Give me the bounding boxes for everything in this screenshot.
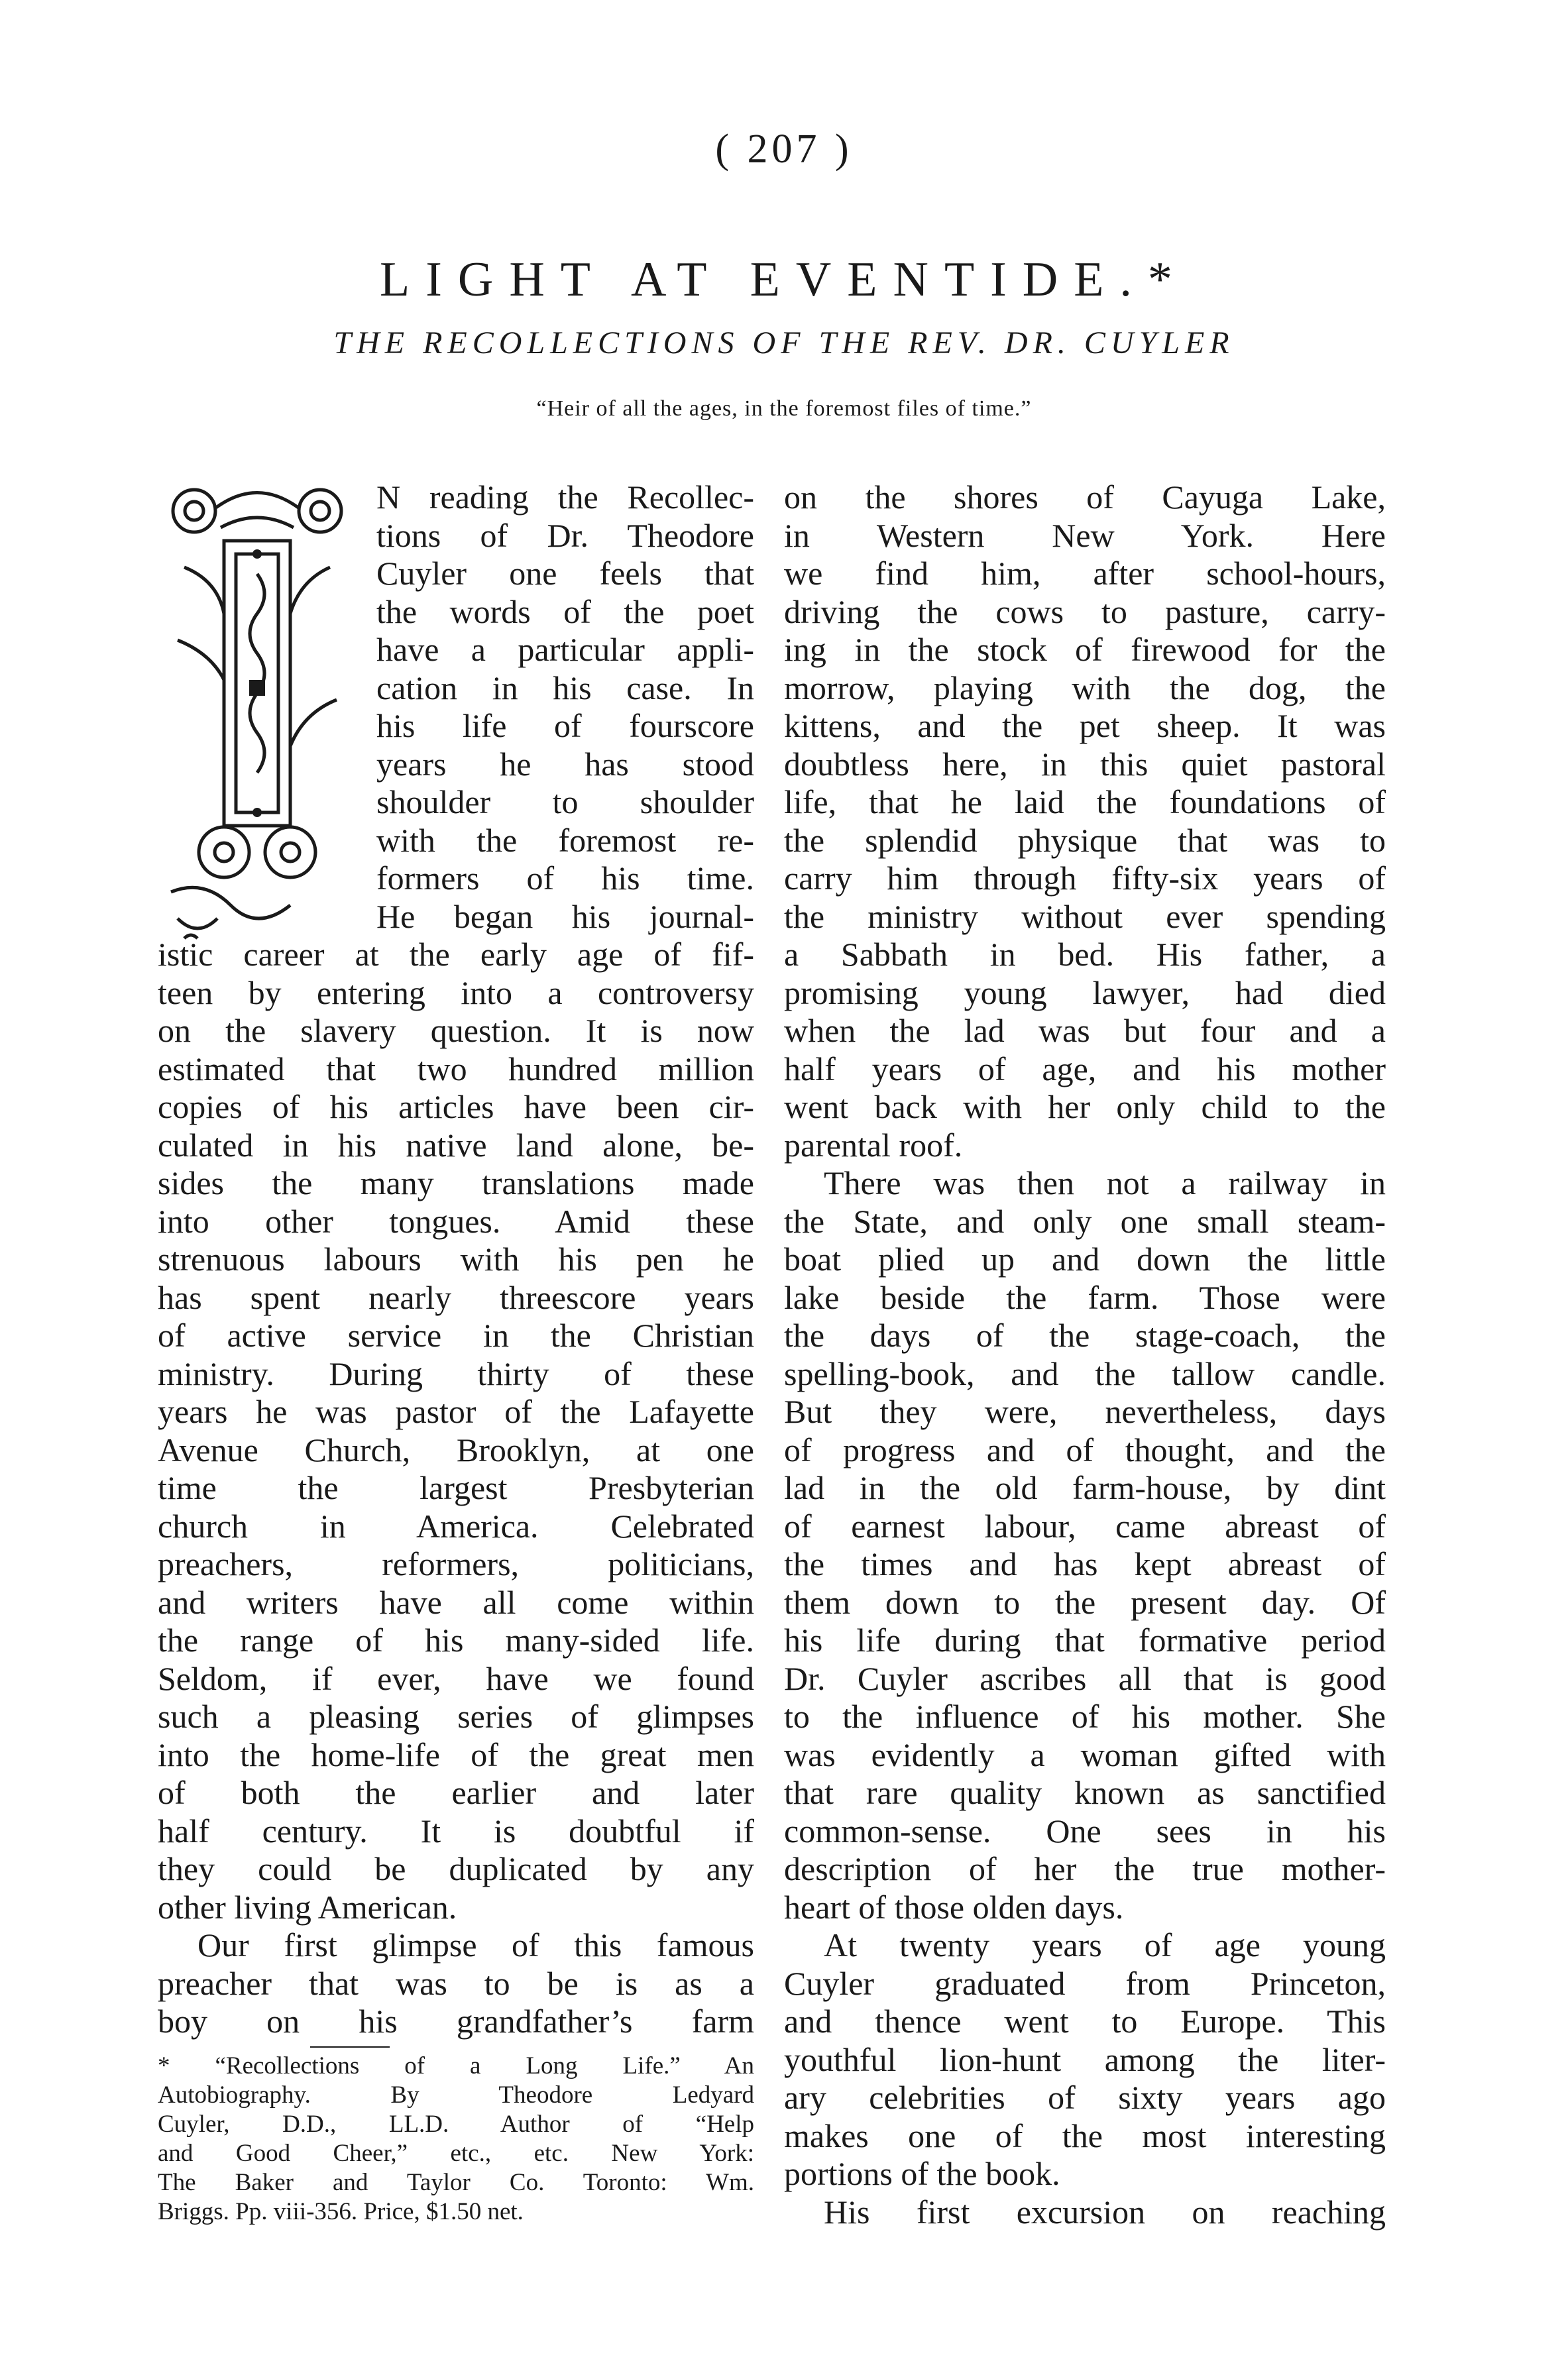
- text-line: common-sense. One sees in his: [784, 1812, 1386, 1850]
- text-line: spelling-book, and the tallow candle.: [784, 1355, 1386, 1392]
- text-line: of earnest labour, came abreast of: [784, 1507, 1386, 1545]
- text-line: on the slavery question. It is now: [158, 1012, 754, 1049]
- page-number: ( 207 ): [715, 127, 853, 172]
- text-line: At twenty years of age young: [824, 1926, 1386, 1964]
- right-column: [784, 478, 1386, 2231]
- text-line: doubtless here, in this quiet pastoral: [784, 745, 1386, 783]
- text-line: But they were, nevertheless, days: [784, 1393, 1386, 1430]
- footnote-line: and Good Cheer,” etc., etc. New York:: [158, 2139, 754, 2167]
- text-line: Dr. Cuyler ascribes all that is good: [784, 1659, 1386, 1697]
- text-line: the range of his many-sided life.: [158, 1622, 754, 1659]
- text-line: the ministry without ever spending: [784, 897, 1386, 935]
- text-line: makes one of the most interesting: [784, 2117, 1386, 2154]
- text-line: boy on his grandfather’s farm: [158, 2003, 754, 2040]
- text-line: N reading the Recollec-: [376, 478, 754, 516]
- text-line: the splendid physique that was to: [784, 821, 1386, 859]
- footnote-line: The Baker and Taylor Co. Toronto: Wm.: [158, 2168, 754, 2196]
- text-line: and thence went to Europe. This: [784, 2003, 1386, 2040]
- text-line: copies of his articles have been cir-: [158, 1088, 754, 1125]
- text-line: formers of his time.: [376, 859, 754, 897]
- text-line: tions of Dr. Theodore: [376, 516, 754, 554]
- footnote-line: Cuyler, D.D., LL.D. Author of “Help: [158, 2110, 754, 2138]
- text-line: of progress and of thought, and the: [784, 1431, 1386, 1468]
- text-line: carry him through fifty-six years of: [784, 859, 1386, 897]
- text-line: that rare quality known as sanctified: [784, 1774, 1386, 1811]
- text-line: driving the cows to pasture, carry-: [784, 592, 1386, 630]
- footnote-line: * “Recollections of a Long Life.” An: [158, 2052, 754, 2079]
- text-line: half years of age, and his mother: [784, 1050, 1386, 1087]
- text-line: in Western New York. Here: [784, 516, 1386, 554]
- text-line: such a pleasing series of glimpses: [158, 1698, 754, 1735]
- text-line: ministry. During thirty of these: [158, 1355, 754, 1392]
- text-line: parental roof.: [784, 1126, 963, 1164]
- article-title: LIGHT AT EVENTIDE.*: [380, 252, 1188, 307]
- text-line: into other tongues. Amid these: [158, 1202, 754, 1240]
- text-line: his life of fourscore: [376, 707, 754, 744]
- footnote-line: Briggs. Pp. viii-356. Price, $1.50 net.: [158, 2197, 524, 2225]
- text-line: on the shores of Cayuga Lake,: [784, 478, 1386, 516]
- text-line: shoulder to shoulder: [376, 783, 754, 820]
- text-line: has spent nearly threescore years: [158, 1278, 754, 1316]
- footnote-rule: [310, 2046, 390, 2048]
- text-line: There was then not a railway in: [824, 1164, 1386, 1201]
- text-line: when the lad was but four and a: [784, 1012, 1386, 1049]
- text-line: youthful lion-hunt among the liter-: [784, 2040, 1386, 2078]
- text-line: preacher that was to be is as a: [158, 1964, 754, 2002]
- text-line: lad in the old farm-house, by dint: [784, 1469, 1386, 1506]
- text-line: church in America. Celebrated: [158, 1507, 754, 1545]
- text-line: preachers, reformers, politicians,: [158, 1545, 754, 1582]
- text-line: went back with her only child to the: [784, 1088, 1386, 1125]
- text-line: they could be duplicated by any: [158, 1850, 754, 1887]
- text-line: life, that he laid the foundations of: [784, 783, 1386, 820]
- text-line: Avenue Church, Brooklyn, at one: [158, 1431, 754, 1468]
- text-line: promising young lawyer, had died: [784, 973, 1386, 1011]
- text-line: morrow, playing with the dog, the: [784, 669, 1386, 706]
- text-line: to the influence of his mother. She: [784, 1698, 1386, 1735]
- text-line: heart of those olden days.: [784, 1888, 1124, 1926]
- text-line: and writers have all come within: [158, 1583, 754, 1621]
- text-line: years he was pastor of the Lafayette: [158, 1393, 754, 1430]
- text-line: was evidently a woman gifted with: [784, 1736, 1386, 1773]
- text-line: into the home-life of the great men: [158, 1736, 754, 1773]
- text-line: istic career at the early age of fif-: [158, 936, 754, 973]
- text-line: boat plied up and down the little: [784, 1241, 1386, 1278]
- text-line: description of her the true mother-: [784, 1850, 1386, 1887]
- text-line: Seldom, if ever, have we found: [158, 1659, 754, 1697]
- text-line: other living American.: [158, 1888, 457, 1926]
- text-line: Our first glimpse of this famous: [197, 1926, 754, 1964]
- text-line: estimated that two hundred million: [158, 1050, 754, 1087]
- text-line: the days of the stage-coach, the: [784, 1317, 1386, 1354]
- text-line: the State, and only one small steam-: [784, 1202, 1386, 1240]
- text-line: strenuous labours with his pen he: [158, 1241, 754, 1278]
- text-line: of active service in the Christian: [158, 1317, 754, 1354]
- text-line: the words of the poet: [376, 592, 754, 630]
- text-line: a Sabbath in bed. His father, a: [784, 936, 1386, 973]
- text-line: teen by entering into a controversy: [158, 973, 754, 1011]
- text-line: of both the earlier and later: [158, 1774, 754, 1811]
- text-line: ary celebrities of sixty years ago: [784, 2079, 1386, 2116]
- article-subtitle: THE RECOLLECTIONS OF THE REV. DR. CUYLER: [333, 325, 1235, 360]
- text-line: Cuyler one feels that: [376, 555, 754, 592]
- text-line: ing in the stock of firewood for the: [784, 631, 1386, 668]
- text-line: His first excursion on reaching: [824, 2193, 1386, 2231]
- text-line: years he has stood: [376, 745, 754, 783]
- text-line: time the largest Presbyterian: [158, 1469, 754, 1506]
- text-line: Cuyler graduated from Princeton,: [784, 1964, 1386, 2002]
- text-line: half century. It is doubtful if: [158, 1812, 754, 1850]
- text-line: them down to the present day. Of: [784, 1583, 1386, 1621]
- text-line: kittens, and the pet sheep. It was: [784, 707, 1386, 744]
- text-line: we find him, after school-hours,: [784, 555, 1386, 592]
- text-line: with the foremost re-: [376, 821, 754, 859]
- text-line: his life during that formative period: [784, 1622, 1386, 1659]
- left-column: [158, 478, 754, 2227]
- text-line: He began his journal-: [376, 897, 754, 935]
- text-line: lake beside the farm. Those were: [784, 1278, 1386, 1316]
- footnote-line: Autobiography. By Theodore Ledyard: [158, 2081, 754, 2109]
- text-line: culated in his native land alone, be-: [158, 1126, 754, 1164]
- ornamental-initial-icon: [158, 481, 357, 945]
- text-line: the times and has kept abreast of: [784, 1545, 1386, 1582]
- text-line: portions of the book.: [784, 2155, 1060, 2192]
- text-line: cation in his case. In: [376, 669, 754, 706]
- text-line: have a particular appli-: [376, 631, 754, 668]
- epigraph: “Heir of all the ages, in the foremost files of time.”: [536, 396, 1032, 421]
- text-line: sides the many translations made: [158, 1164, 754, 1201]
